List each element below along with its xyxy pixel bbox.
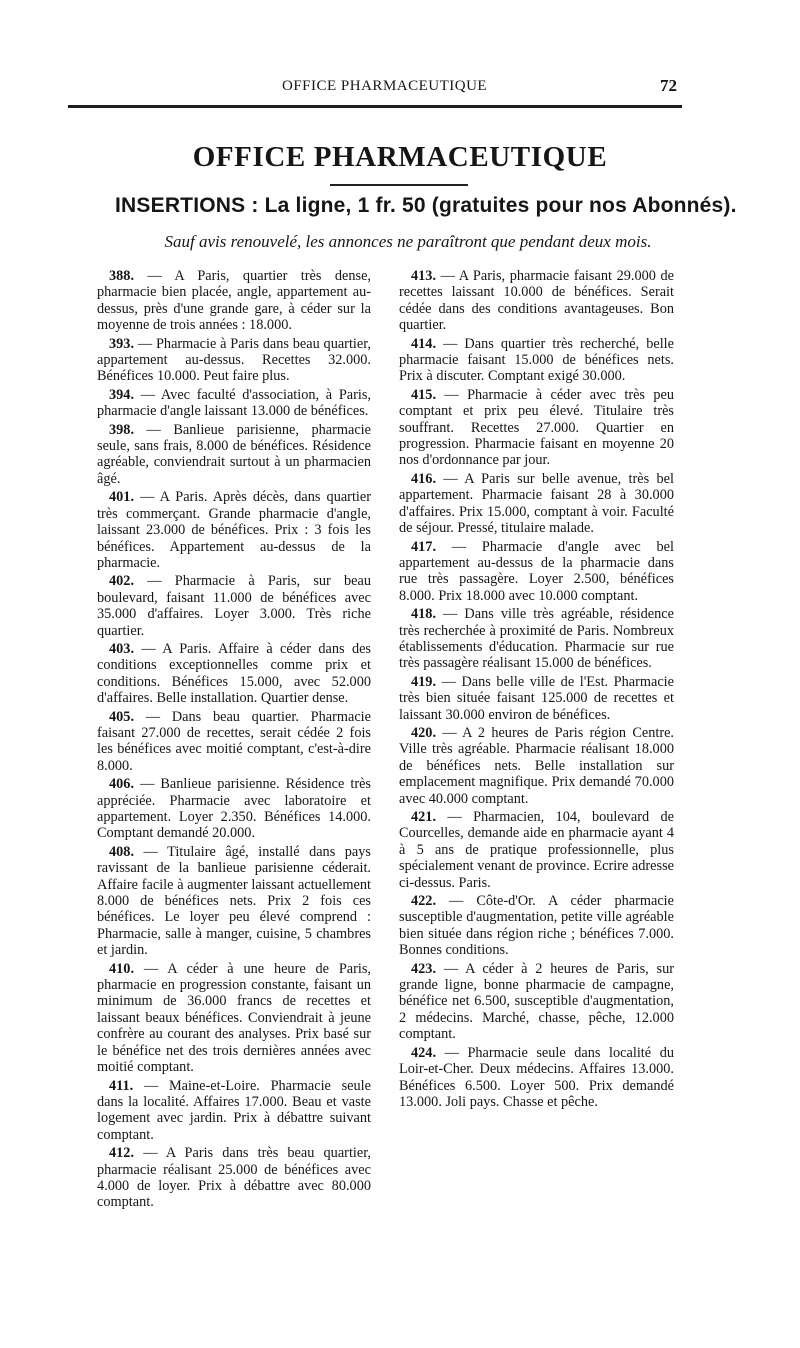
ad-number: 415.	[411, 386, 437, 403]
classified-ad	[97, 1145, 371, 1211]
ad-text: — A 2 heures de Paris région Centre. Ville très agréable. Pharmacie réalisant 18.000 de bénéfices nets. Belle installation sur emplacement magnifique. Prix demandé 70.000 avec 40.000 comptant.	[399, 724, 674, 807]
ad-number: 405.	[109, 708, 135, 725]
classified-ad	[399, 606, 674, 672]
classified-ad	[97, 961, 371, 1076]
ad-number: 421.	[411, 809, 437, 825]
ad-number: 413.	[411, 268, 437, 284]
ad-text: — Pharmacien, 104, boulevard de Courcelles, demande aide en pharmacie ayant 4 à 5 ans de pratique professionnelle, plus spécialement venant de province. Ecrire adresse ci-dessus. Paris.	[399, 809, 674, 891]
ad-number: 424.	[411, 1044, 437, 1061]
ad-text: — Titulaire âgé, installé dans pays ravissant de la banlieue parisienne céderait. Affaire facile à augmenter laissant actuellement 8.000 de bénéfices nets. Prix 2 fois ces bénéfices. Le loyer peu élevé comprend : Pharmacie, salle à manger, cuisine, 5 chambres et jardin.	[97, 843, 371, 959]
ad-text: — A Paris sur belle avenue, très bel appartement. Pharmacie faisant 28 à 30.000 d'affaires. Prix 15.000, comptant à voir. Faculté de séjour. Pressé, titulaire malade.	[399, 470, 674, 537]
ad-text: — Pharmacie à Paris, sur beau boulevard, faisant 11.000 de bénéfices avec 35.000 d'affaires. Loyer 3.000. Très riche quartier.	[97, 573, 371, 639]
ad-text: — A Paris dans très beau quartier, pharmacie réalisant 25.000 de bénéfices avec 4.000 de loyer. Prix à débattre avec 80.000 comptant.	[97, 1145, 371, 1211]
ad-text: — Dans ville très agréable, résidence très recherchée à proximité de Paris. Nombreux établissements d'éducation. Pharmacie sur rue très passagère réalisant 15.000 de bénéfices.	[399, 606, 674, 672]
insertions-rate-line: INSERTIONS : La ligne, 1 fr. 50 (gratuites pour nos Abonnés).	[115, 194, 737, 217]
ad-number: 412.	[109, 1145, 135, 1162]
classified-ad	[399, 471, 674, 537]
classified-ad	[399, 268, 674, 334]
ad-number: 398.	[109, 421, 135, 438]
ad-text: — Pharmacie seule dans localité du Loir-et-Cher. Deux médecins. Affaires 13.000. Bénéfices 6.500. Loyer 500. Prix demandé 13.000. Joli pays. Chasse et pêche.	[399, 1044, 674, 1110]
ad-number: 393.	[109, 335, 135, 352]
ad-text: — Côte-d'Or. A céder pharmacie susceptible d'augmentation, petite ville agréable bien située dans région riche ; bénéfices 7.000. Bonnes conditions.	[399, 893, 674, 959]
classified-ad	[399, 1045, 674, 1111]
classified-ad	[399, 336, 674, 385]
classified-ad	[97, 776, 371, 842]
title-rule	[330, 184, 468, 186]
classified-ad	[399, 961, 674, 1043]
ad-text: — A Paris, quartier très dense, pharmacie bien placée, angle, appartement au-dessus, près d'une grande gare, à céder sur la moyenne de trois années : 18.000.	[97, 268, 371, 334]
ad-text: — Dans belle ville de l'Est. Pharmacie très bien située faisant 125.000 de recettes et laissant 30.000 environ de bénéfices.	[399, 673, 675, 723]
classified-ad	[97, 1078, 371, 1144]
classified-ad	[97, 422, 371, 488]
page-number: 72	[660, 76, 677, 95]
ad-text: — Pharmacie d'angle avec bel appartement au-dessus de la pharmacie dans rue très passagère. Loyer 2.500, bénéfices 8.000. Prix 18.000 avec 10.000 comptant.	[399, 538, 674, 604]
ad-text: — Pharmacie à Paris dans beau quartier, appartement au-dessus. Recettes 32.000. Bénéfices 10.000. Peut faire plus.	[97, 335, 372, 385]
running-title: OFFICE PHARMACEUTIQUE	[282, 78, 488, 94]
notice-text: Sauf avis renouvelé, les annonces ne paraîtront que pendant deux mois.	[164, 232, 652, 251]
classified-ad	[399, 387, 674, 469]
classified-ad	[97, 336, 371, 385]
ad-number: 414.	[411, 335, 437, 352]
ad-text: — A Paris. Après décès, dans quartier très commerçant. Grande pharmacie d'angle, laissant 23.000 de bénéfices. Prix : 3 fois les bénéfices. Appartement au-dessus de la pharmacie.	[97, 489, 371, 571]
classified-ad	[97, 641, 371, 707]
ad-number: 388.	[109, 268, 135, 284]
classified-ad	[399, 539, 674, 605]
ad-number: 422.	[411, 893, 437, 910]
ad-text: — Banlieue parisienne, pharmacie seule, sans frais, 8.000 de bénéfices. Résidence agréable, conviendrait surtout à un pharmacien âgé.	[97, 421, 371, 487]
classified-ad	[399, 893, 674, 959]
right-column	[399, 268, 674, 1112]
ad-number: 403.	[109, 640, 135, 657]
running-head	[0, 76, 800, 100]
classified-ad	[97, 489, 371, 571]
ad-text: — Dans quartier très recherché, belle pharmacie faisant 15.000 de bénéfices nets. Prix à discuter. Comptant exigé 30.000.	[399, 335, 674, 385]
ad-number: 410.	[109, 960, 135, 977]
classified-ad	[97, 844, 371, 959]
ad-text: — A céder à 2 heures de Paris, sur grande ligne, bonne pharmacie de campagne, bénéfice net 6.500, susceptible d'augmentation, 2 médecins. Marché, chasse, pêche, 12.000 comptant.	[399, 960, 674, 1043]
ad-text: — A Paris. Affaire à céder dans des conditions exceptionnelles comme prix et conditions. Bénéfices 15.000, avec 52.000 d'affaires. Belle installation. Quartier dense.	[97, 640, 371, 707]
page-title: OFFICE PHARMACEUTIQUE	[192, 141, 608, 173]
classified-ad	[399, 809, 674, 891]
left-column	[97, 268, 371, 1213]
ad-text: — A céder à une heure de Paris, pharmacie en progression constante, faisant un minimum de 36.000 francs de recettes et laissant beaux bénéfices. Conviendrait à jeune confrère au courant des analyses. Prix basé sur le bénéfice net des trois dernières années avec moitié comptant.	[97, 960, 371, 1076]
ad-number: 417.	[411, 538, 437, 555]
ad-number: 411.	[109, 1077, 134, 1094]
classified-ad	[97, 387, 371, 420]
classified-ad	[97, 573, 371, 639]
ad-number: 408.	[109, 843, 135, 860]
header-rule	[68, 105, 682, 108]
ad-text: — Maine-et-Loire. Pharmacie seule dans la localité. Affaires 17.000. Beau et vaste logement avec jardin. Prix à débattre suivant comptant.	[97, 1077, 371, 1143]
ad-number: 402.	[109, 573, 135, 590]
classified-ad	[97, 709, 371, 775]
ad-number: 401.	[109, 489, 135, 506]
ad-text: — A Paris, pharmacie faisant 29.000 de recettes laissant 10.000 de bénéfices. Serait cédée dans des conditions avantageuses. Bon quartier.	[399, 268, 675, 334]
classified-ad	[399, 674, 674, 723]
ad-number: 423.	[411, 960, 437, 977]
ad-number: 420.	[411, 724, 437, 741]
ad-number: 418.	[411, 606, 437, 623]
ad-number: 406.	[109, 776, 135, 793]
ad-text: — Dans beau quartier. Pharmacie faisant 27.000 de recettes, serait cédée 2 fois les bénéfices avec moitié comptant, c'est-à-dire 8.000.	[97, 708, 371, 774]
ad-number: 416.	[411, 470, 437, 487]
ad-number: 419.	[411, 673, 437, 690]
ad-text: — Avec faculté d'association, à Paris, pharmacie d'angle laissant 13.000 de bénéfices.	[97, 386, 371, 420]
ad-number: 394.	[109, 386, 135, 403]
ad-text: — Banlieue parisienne. Résidence très appréciée. Pharmacie avec laboratoire et appartement. Loyer 2.350. Bénéfices 14.000. Comptant demandé 20.000.	[97, 776, 371, 842]
classified-ad	[399, 725, 674, 807]
ad-text: — Pharmacie à céder avec très peu comptant et prix peu élevé. Titulaire très souffrant. Recettes 27.000. Quartier en progression. Pharmacie faisant en moyenne 20 nos d'ordonnance par jour.	[399, 386, 675, 469]
classified-ad	[97, 268, 371, 334]
